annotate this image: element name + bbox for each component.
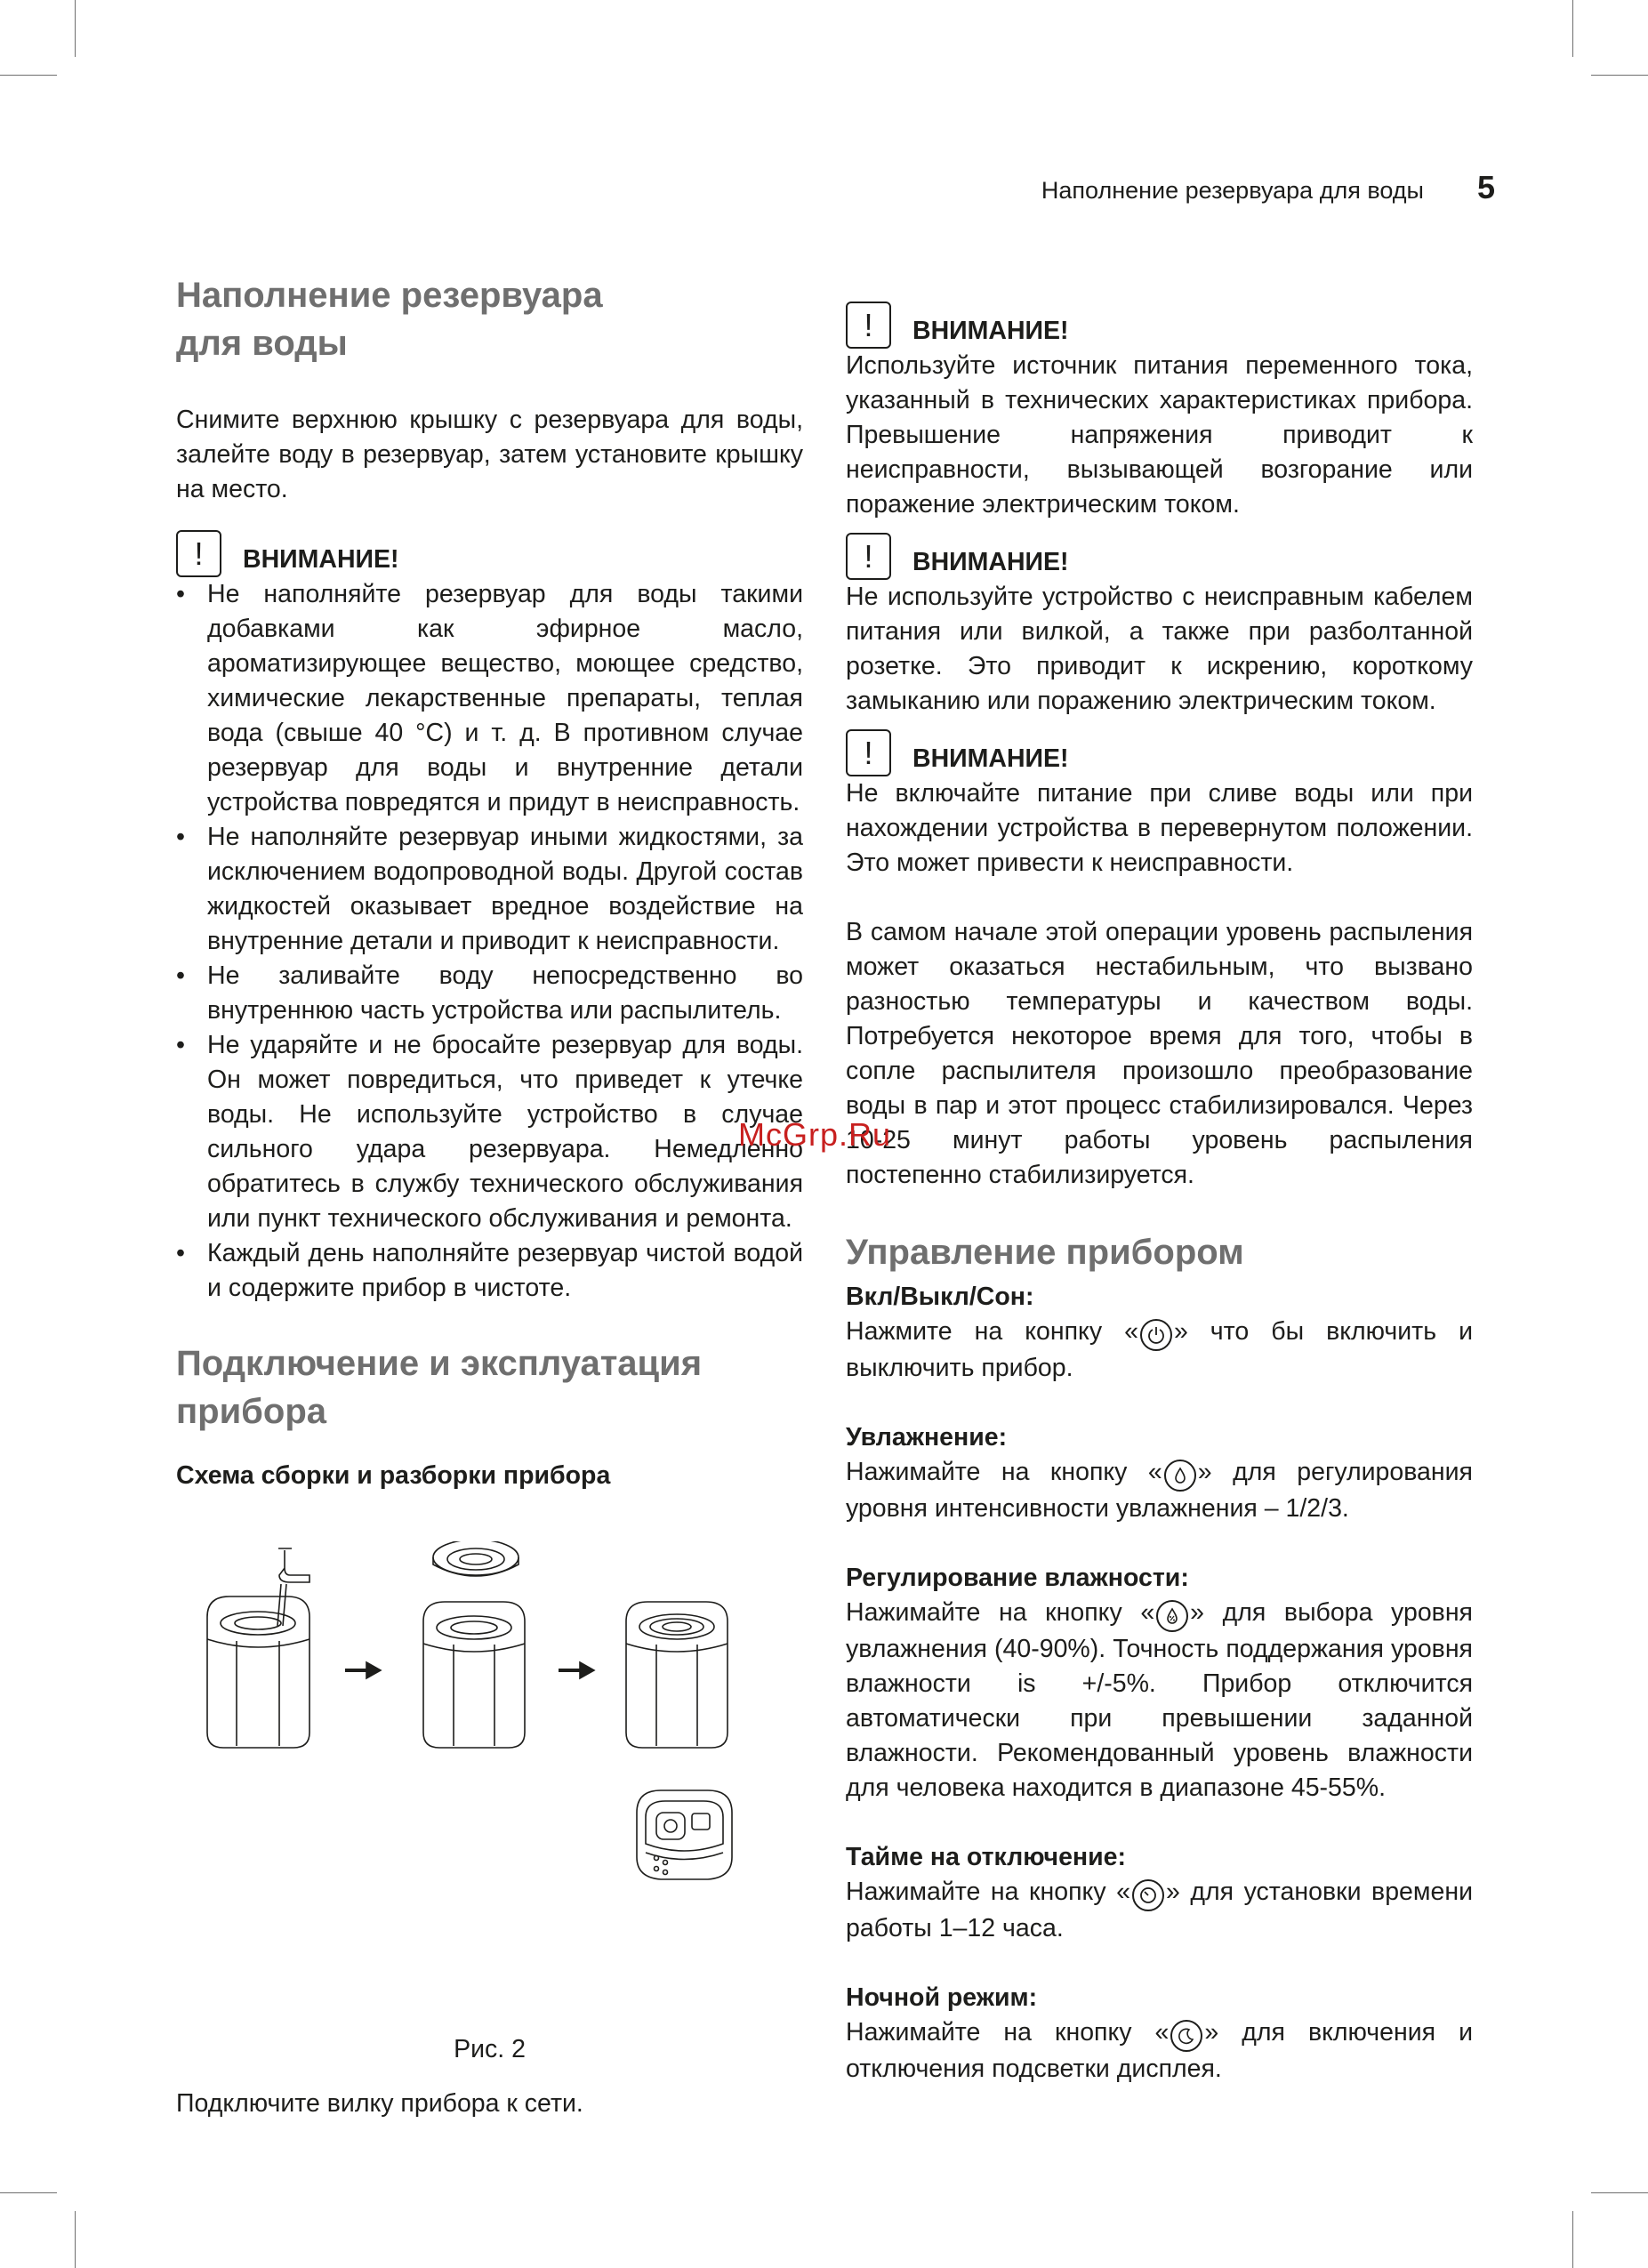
control-text: Нажимайте на кнопку « » для включения и отключения подсветки дисплея.: [846, 2018, 1473, 2083]
page-number: 5: [1476, 169, 1495, 205]
watermark: McGrp.Ru: [738, 1116, 892, 1153]
control-humidity-level: [846, 1561, 1473, 1806]
right-column: [846, 296, 1473, 2087]
figure-caption: Рис. 2: [454, 2035, 526, 2063]
stabilization-note: В самом начале этой операции уровень распыления может оказаться нестабильным, что вызвано разностью температуры и качеством воды. Потребуется некоторое время для того, чтобы в сопле распылителя произошло преобразование воды в пар и этот процесс стабилизировался. Через 10-25 минут работы уровень распыления постепенно стабилизируется.: [846, 918, 1473, 1189]
list-item: • Не наполняйте резервуар иными жидкостями, за исключением водопроводной воды. Другой состав жидкостей оказывает вредное воздействие на внутренние детали и приводит к неисправности.: [176, 820, 803, 959]
control-title: Увлажнение:: [846, 1423, 1008, 1452]
timer-icon: [1132, 1879, 1164, 1911]
running-title: Наполнение резервуара для воды: [1041, 177, 1424, 204]
exclamation-icon: !: [176, 530, 221, 577]
crop-mark: [1572, 0, 1573, 57]
control-text: Нажмите на конпку « » что бы включить и выключить прибор.: [846, 1317, 1473, 1382]
control-title: Вкл/Выкл/Сон:: [846, 1283, 1034, 1311]
left-column: [176, 271, 803, 2121]
list-item: • Не заливайте воду непосредственно во внутреннюю часть устройства или распылитель.: [176, 959, 803, 1028]
crop-mark: [1572, 2211, 1573, 2268]
warning-title: ВНИМАНИЕ!: [912, 317, 1069, 345]
assembly-figure: [176, 1541, 803, 2022]
warning-header: [846, 296, 1473, 349]
heading-connection: Подключение и эксплуатация прибора: [176, 1344, 703, 1431]
warning-title: ВНИМАНИЕ!: [912, 548, 1069, 576]
warning-header: [176, 525, 803, 577]
base-unit-drawing: [637, 1790, 732, 1879]
crop-mark: [75, 0, 76, 57]
list-item: • Каждый день наполняйте резервуар чистой водой и содержите прибор в чистоте.: [176, 1236, 803, 1306]
crop-mark: [0, 2192, 57, 2193]
humidifier-assembled-drawing: [626, 1602, 728, 1748]
crop-mark: [1591, 75, 1648, 76]
control-text: Нажимайте на кнопку « » для установки времени работы 1–12 часа.: [846, 1878, 1473, 1942]
moon-icon: [1170, 2020, 1202, 2052]
water-drop-icon: [1164, 1460, 1196, 1492]
control-title: Тайме на отключение:: [846, 1843, 1127, 1871]
tank-lid-drawing: [433, 1541, 519, 1576]
exclamation-icon: !: [846, 302, 891, 349]
warning-title: ВНИМАНИЕ!: [243, 545, 399, 574]
crop-mark: [75, 2211, 76, 2268]
power-icon: [1140, 1319, 1172, 1351]
intro-paragraph: Снимите верхнюю крышку с резервуара для воды, залейте воду в резервуар, затем установите крышку на место.: [176, 406, 803, 503]
heading-controls: Управление прибором: [846, 1233, 1244, 1272]
crop-mark: [0, 75, 57, 76]
exclamation-icon: !: [846, 729, 891, 776]
humidifier-open-drawing: [423, 1602, 525, 1748]
control-title: Регулирование влажности:: [846, 1564, 1189, 1592]
warning-list: [176, 577, 803, 1306]
control-night-mode: [846, 1981, 1473, 2087]
exclamation-icon: !: [846, 533, 891, 580]
list-item: • Не наполняйте резервуар для воды такими добавками как эфирное масло, ароматизирующее вещество, моющее средство, химические лекарственные препараты, теплая вода (свыше 40 °С) и т. д. В противном случае резервуар для воды и внутренние детали устройства повредятся и придут в неисправность.: [176, 577, 803, 820]
warning-header: [846, 527, 1473, 580]
list-item: • Не ударяйте и не бросайте резервуар для воды. Он может повредиться, что приведет к утечке воды. Не используйте устройство в случае сильного удара резервуара. Немедленно обратитесь в службу технического обслуживания или пункт технического обслуживания и ремонта.: [176, 1028, 803, 1236]
control-power: [846, 1280, 1473, 1386]
control-timer: [846, 1840, 1473, 1946]
plug-instruction: Подключите вилку прибора к сети.: [176, 2089, 583, 2118]
assembly-diagram: [176, 1541, 803, 2022]
warning-header: [846, 724, 1473, 776]
assembly-subheading: Схема сборки и разборки прибора: [176, 1461, 611, 1490]
warning-title: ВНИМАНИЕ!: [912, 744, 1069, 773]
warning-text: Не включайте питание при сливе воды или при нахождении устройства в перевернутом положении. Это может привести к неисправности.: [846, 779, 1473, 877]
running-header: [1041, 169, 1495, 205]
humidifier-filling-drawing: [207, 1548, 310, 1748]
control-humidify: [846, 1420, 1473, 1526]
crop-mark: [1591, 2192, 1648, 2193]
warning-text: Не используйте устройство с неисправным кабелем питания или вилкой, а также при разболтанной розетке. Это приводит к искрению, короткому замыканию или поражению электрическим током.: [846, 583, 1473, 715]
warning-text: Используйте источник питания переменного тока, указанный в технических характеристиках прибора. Превышение напряжения приводит к неисправности, вызывающей возгорание или поражение электрическим током.: [846, 351, 1473, 519]
control-text: Нажимайте на кнопку « » для регулирования уровня интенсивности увлажнения – 1/2/3.: [846, 1458, 1473, 1523]
control-text: Нажимайте на кнопку « » для выбора уровня увлажнения (40-90%). Точность поддержания уровня влажности is +/-5%. Прибор отключится автоматически при превышении заданной влажности. Рекомендованный уровень влажности для человека находится в диапазоне 45-55%.: [846, 1598, 1473, 1802]
humidity-percent-icon: [1156, 1600, 1188, 1632]
control-title: Ночной режим:: [846, 1983, 1038, 2012]
heading-water-tank: Наполнение резервуара для воды: [176, 276, 603, 363]
